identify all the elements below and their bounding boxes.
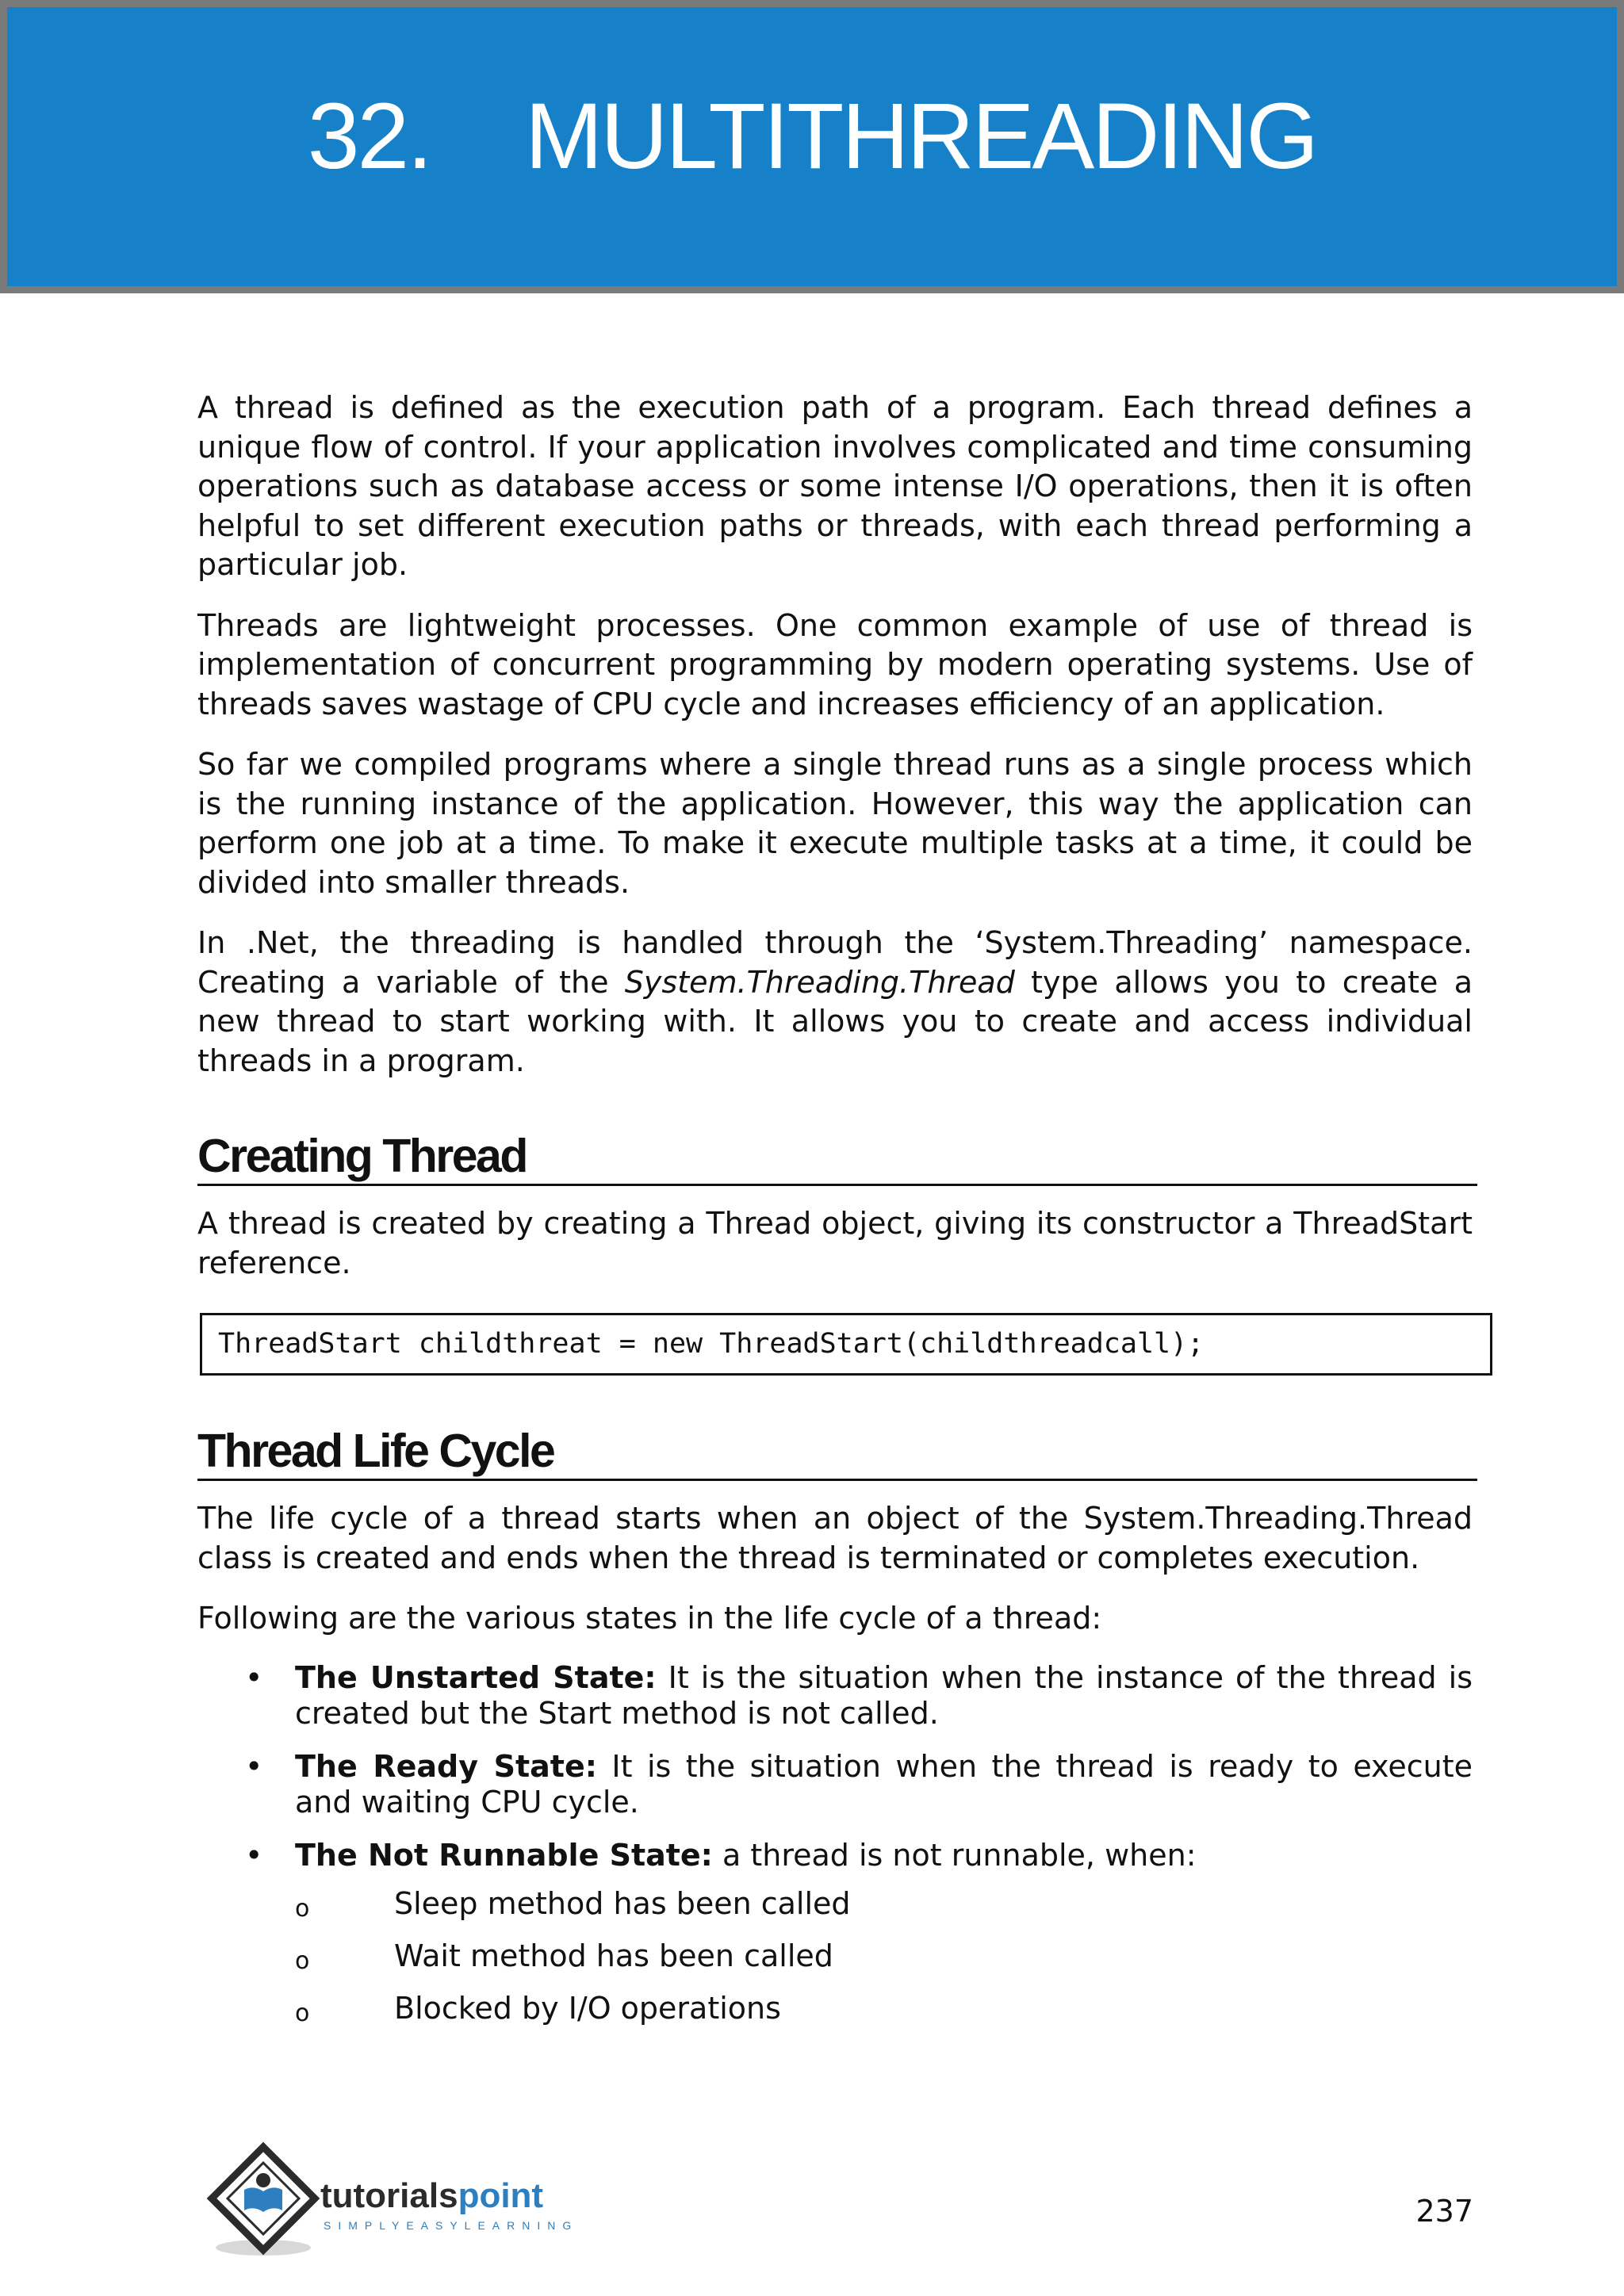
chapter-number: 32. — [307, 84, 431, 189]
reason-text: Sleep method has been called — [394, 1885, 851, 1921]
logo-text-tutorials: tutorials — [320, 2176, 458, 2215]
state-title: The Not Runnable State: — [295, 1837, 713, 1873]
logo-book-icon — [244, 2187, 282, 2212]
page-number: 237 — [1415, 2194, 1473, 2229]
life-cycle-paragraph-1: The life cycle of a thread starts when an object of the System.Threading.Thread class is created and ends when the thread is terminated or completes execution. — [197, 1501, 1473, 1575]
life-cycle-paragraph-2: Following are the various states in the life cycle of a thread: — [197, 1601, 1102, 1636]
logo-text-point: point — [458, 2176, 544, 2215]
creating-thread-paragraph: A thread is created by creating a Thread object, giving its constructor a ThreadStart reference. — [197, 1206, 1473, 1280]
list-item-not-runnable-state — [197, 1838, 1473, 2026]
logo-tagline: SIMPLYEASYLEARNING — [324, 2219, 579, 2232]
svg-text:tutorialspoint — [320, 2176, 543, 2215]
code-block: ThreadStart childthreat = new ThreadStart(childthreadcall); — [200, 1313, 1492, 1376]
section-heading-thread-life-cycle: Thread Life Cycle — [197, 1423, 1477, 1481]
list-item-ready-state — [197, 1749, 1473, 1820]
section-heading-creating-thread: Creating Thread — [197, 1128, 1477, 1186]
state-description: It is the situation when the instance of the thread is created but the Start method is not called. — [295, 1659, 1473, 1731]
reason-text: Blocked by I/O operations — [394, 1990, 781, 2026]
thread-states-list — [197, 1660, 1473, 2026]
circle-bullet-icon: o — [295, 1894, 310, 1923]
reason-text: Wait method has been called — [394, 1938, 833, 1973]
state-title: The Unstarted State: — [295, 1659, 657, 1695]
not-runnable-reasons-list — [295, 1886, 1473, 2026]
intro-paragraph-2: Threads are lightweight processes. One common example of use of thread is implementation of concurrent programming by modern operating systems. Use of threads saves wastage of CPU cycle and increases efficiency of an application. — [197, 607, 1473, 721]
logo-reader-head — [256, 2173, 270, 2187]
chapter-title — [7, 84, 1617, 189]
state-description: It is the situation when the thread is ready to execute and waiting CPU cycle. — [295, 1748, 1473, 1820]
sub-list-item — [295, 1938, 1473, 1974]
sub-list-item — [295, 1991, 1473, 2026]
list-item-unstarted-state — [197, 1660, 1473, 1732]
intro-p4-start: In .Net, the threading is handled through the ‘System.Threading’ namespace. Creating a variable of the — [197, 925, 1473, 1000]
tutorialspoint-logo — [200, 2141, 612, 2260]
bullet-icon: • — [245, 1659, 263, 1695]
intro-p4-end: type allows you to create a new thread to start working with. It allows you to create and access individual threads in a program. — [197, 964, 1473, 1078]
bullet-icon: • — [245, 1837, 263, 1873]
state-title: The Ready State: — [295, 1748, 597, 1784]
page-content — [197, 388, 1473, 2044]
chapter-name: MULTITHREADING — [525, 84, 1317, 189]
chapter-banner — [0, 0, 1624, 293]
intro-paragraph-1: A thread is defined as the execution path of a program. Each thread defines a unique flow of control. If your application involves complicated and time consuming operations such as database access or some intense I/O operations, then it is often helpful to set different execution paths or threads, with each thread performing a particular job. — [197, 390, 1473, 582]
intro-p4-class-name: System.Threading.Thread — [624, 964, 1015, 1000]
intro-paragraph-4 — [197, 924, 1473, 1081]
intro-paragraph-3: So far we compiled programs where a single thread runs as a single process which is the running instance of the application. However, this way the application can perform one job at a time. To make it execute multiple tasks at a time, it could be divided into smaller threads. — [197, 747, 1473, 900]
sub-list-item — [295, 1886, 1473, 1922]
circle-bullet-icon: o — [295, 1999, 310, 2027]
bullet-icon: • — [245, 1748, 263, 1784]
circle-bullet-icon: o — [295, 1946, 310, 1975]
state-description: a thread is not runnable, when: — [712, 1837, 1197, 1873]
